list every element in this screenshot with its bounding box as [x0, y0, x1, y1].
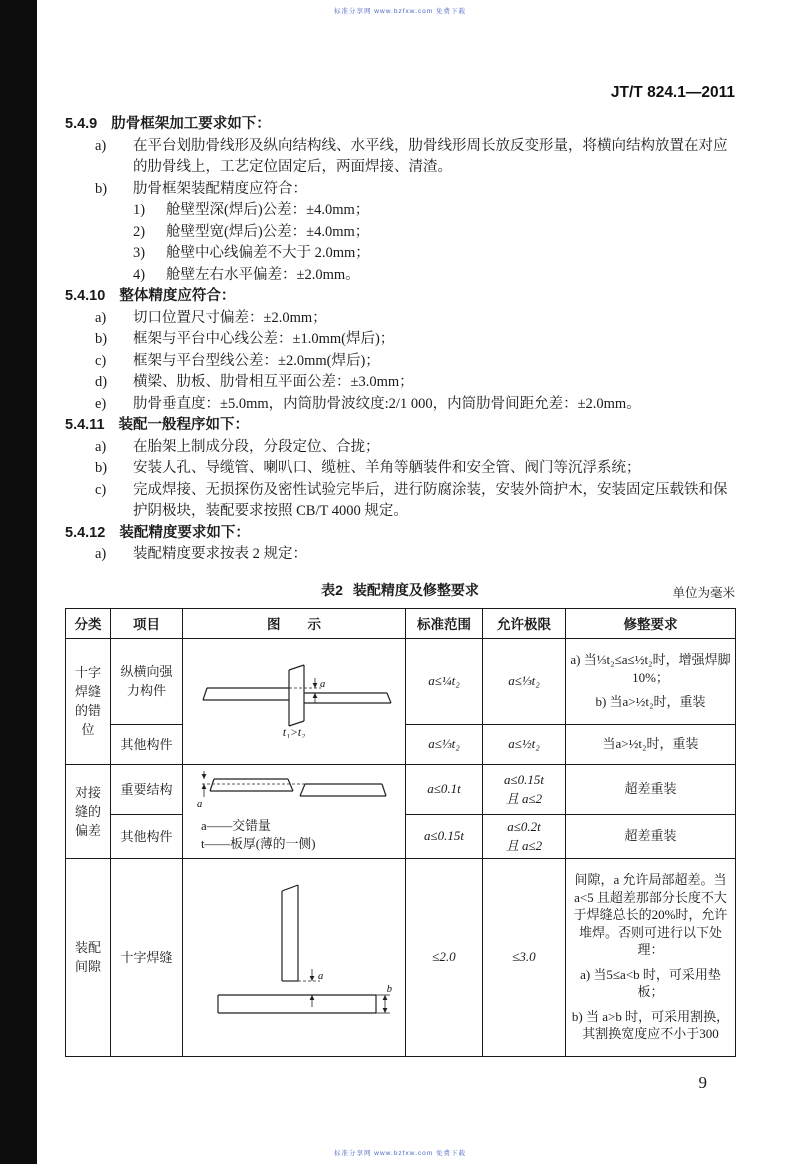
allowed-limit-cell: [483, 814, 566, 858]
item-text: 在胎架上制成分段，分段定位、合拢；: [133, 438, 380, 455]
header-diagram: 图 示: [183, 608, 406, 638]
item-label: b): [95, 331, 108, 347]
std-range-cell: a≤¼t₂: [406, 638, 483, 724]
item-other-members: 其他构件: [111, 814, 183, 858]
item-text: 安装人孔、导缆管、喇叭口、缆桩、羊角等舾装件和安全管、阀门等沉浮系统；: [133, 460, 641, 476]
item-label: 4): [133, 266, 146, 283]
clause-number: 5.4.12: [65, 524, 106, 541]
list-item: [65, 480, 735, 523]
fix-requirement-cell: 超差重装: [566, 764, 736, 814]
scan-binding-edge: [0, 0, 37, 1164]
butt-joint-offset-diagram: [196, 769, 392, 809]
diagram-cell-butt-joint: [183, 764, 406, 858]
limit-line: 且 a≤2: [505, 790, 543, 806]
unit-note: 单位为毫米: [672, 585, 735, 600]
list-subitem: [65, 243, 735, 265]
clause-5-4-12: [65, 523, 735, 545]
list-item: [65, 372, 735, 394]
fix-requirement-cell: 当a>½t₂时，重装: [566, 724, 736, 764]
item-text: 舱壁型宽(焊后)公差：±4.0mm；: [166, 223, 370, 240]
legend-t: t——板厚(薄的一侧): [201, 837, 316, 851]
item-label: a): [95, 137, 107, 154]
item-label: c): [95, 352, 107, 369]
thickness-note-label: t₁>t₂: [282, 727, 306, 738]
page-content: [65, 84, 735, 1093]
header-standard-range: 标准范围: [406, 608, 483, 638]
list-item: [65, 437, 735, 459]
list-item: [65, 351, 735, 373]
item-text: 切口位置尺寸偏差：±2.0mm；: [133, 309, 327, 326]
diagram-legend: [187, 817, 401, 853]
item-strong-members: 纵横向强力构件: [111, 638, 183, 724]
item-label: a): [95, 546, 107, 562]
standard-number: JT/T 824.1—2011: [610, 84, 735, 101]
category-cross-weld-misalignment: 十字焊缝的错位: [66, 638, 111, 764]
header-allowed-limit: 允许极限: [483, 608, 566, 638]
table-title: 装配精度及修整要求: [352, 581, 479, 598]
item-other-members: 其他构件: [111, 724, 183, 764]
list-item: [65, 308, 735, 330]
clause-title: 肋骨框架加工要求如下：: [111, 116, 271, 132]
clause-5-4-9: [65, 114, 735, 136]
list-subitem: [65, 265, 735, 287]
item-label: 3): [133, 245, 146, 261]
table-caption: [65, 580, 735, 604]
list-item: [65, 136, 735, 179]
legend-a: a——交错量: [201, 819, 271, 833]
item-text: 横梁、肋板、肋骨相互平面公差：±3.0mm；: [133, 374, 414, 390]
header-category: 分类: [66, 608, 111, 638]
diagram-cell-cross-weld: [183, 638, 406, 764]
item-label: c): [95, 481, 107, 498]
std-range-cell: a≤⅓t₂: [406, 724, 483, 764]
item-text: 装配精度要求按表 2 规定：: [133, 546, 307, 562]
clause-5-4-10: [65, 286, 735, 308]
fix-line: 间隙，a 允许局部超差。当 a<5 且超差那部分长度不大于焊缝总长的20%时，允许堆焊。否则可进行以下处理：: [573, 872, 728, 958]
clause-number: 5.4.10: [65, 288, 106, 304]
item-cross-weld: 十字焊缝: [111, 858, 183, 1056]
category-butt-seam-offset: 对接缝的偏差: [66, 764, 111, 858]
assembly-precision-table: [65, 608, 736, 1057]
item-text: 舱壁型深(焊后)公差：±4.0mm；: [166, 202, 370, 218]
limit-line: a≤0.2t: [507, 818, 541, 834]
table-header-row: [66, 608, 736, 638]
clause-number: 5.4.11: [65, 417, 105, 433]
category-assembly-gap: 装配间隙: [66, 858, 111, 1056]
clause-title: 装配一般程序如下：: [118, 417, 250, 433]
std-range-cell: a≤0.15t: [406, 814, 483, 858]
page-number: 9: [698, 1072, 707, 1092]
allowed-limit-cell: ≤3.0: [483, 858, 566, 1056]
list-item: [65, 394, 735, 416]
table-row: [66, 764, 736, 814]
dimension-a-label: a: [320, 679, 326, 690]
assembly-gap-diagram: [194, 875, 394, 1035]
limit-line: a≤0.15t: [504, 771, 544, 787]
limit-line: 且 a≤2: [505, 837, 543, 853]
list-item: [65, 329, 735, 351]
item-text: 舱壁左右水平偏差：±2.0mm。: [166, 266, 360, 283]
item-label: b): [95, 180, 108, 197]
list-item: [65, 458, 735, 480]
item-text: 舱壁中心线偏差不大于 2.0mm；: [166, 245, 370, 261]
item-label: b): [95, 460, 108, 476]
clause-number: 5.4.9: [65, 116, 98, 132]
dimension-a-label: a: [197, 799, 203, 809]
watermark-top: 标准分享网 www.bzfxw.com 免费下载: [334, 8, 466, 15]
fix-line: b) 当a>½t₂时，重装: [595, 694, 706, 710]
item-important-structure: 重要结构: [111, 764, 183, 814]
table-row: [66, 858, 736, 1056]
header-fix-requirement: 修整要求: [566, 608, 736, 638]
list-subitem: [65, 200, 735, 222]
dimension-b-label: b: [386, 984, 392, 995]
fix-line: a) 当5≤a<b 时，可采用垫板；: [580, 966, 721, 1000]
table-row: [66, 638, 736, 724]
diagram-cell-assembly-gap: [183, 858, 406, 1056]
header-item: 项目: [111, 608, 183, 638]
item-label: 1): [133, 202, 146, 218]
fix-requirement-cell: 超差重装: [566, 814, 736, 858]
clause-title: 装配精度要求如下：: [119, 524, 250, 541]
fix-requirement-cell: [566, 858, 736, 1056]
list-item: [65, 544, 735, 566]
allowed-limit-cell: a≤⅓t₂: [483, 638, 566, 724]
fix-requirement-cell: [566, 638, 736, 724]
clause-title: 整体精度应符合：: [119, 288, 236, 304]
fix-line: a) 当⅓t₂≤a≤½t₂时，增强焊脚10%；: [570, 652, 731, 685]
item-text: 肋骨框架装配精度应符合：: [133, 180, 307, 197]
std-range-cell: ≤2.0: [406, 858, 483, 1056]
item-text: 肋骨垂直度：±5.0mm，内筒肋骨波纹度:2/1 000，内筒肋骨间距允差：±2.0mm。: [133, 395, 641, 412]
allowed-limit-cell: a≤½t₂: [483, 724, 566, 764]
table-number: 表2: [321, 581, 343, 598]
item-label: a): [95, 309, 107, 326]
dimension-a-label: a: [318, 971, 324, 982]
fix-line: b) 当 a>b 时，可采用割换，其割换宽度应不小于300: [571, 1008, 730, 1042]
std-range-cell: a≤0.1t: [406, 764, 483, 814]
item-label: a): [95, 438, 107, 455]
allowed-limit-cell: [483, 764, 566, 814]
item-text: 在平台划肋骨线形及纵向结构线、水平线，肋骨线形周长放反变形量，将横向结构放置在对应的肋骨线上，工艺定位固定后，两面焊接、清渣。: [133, 137, 728, 175]
watermark-bottom: 标准分享网 www.bzfxw.com 免费下载: [334, 1150, 466, 1157]
clause-5-4-11: [65, 415, 735, 437]
item-label: d): [95, 374, 108, 390]
item-text: 完成焊接、无损探伤及密性试验完毕后，进行防腐涂装，安装外筒护木，安装固定压载铁和保护阴极块，装配要求按照 CB/T 4000 规定。: [133, 481, 728, 519]
list-item: [65, 179, 735, 201]
list-subitem: [65, 222, 735, 244]
item-label: 2): [133, 223, 146, 240]
item-text: 框架与平台中心线公差：±1.0mm(焊后)；: [133, 331, 395, 347]
item-label: e): [95, 395, 107, 412]
item-text: 框架与平台型线公差：±2.0mm(焊后)；: [133, 352, 380, 369]
cross-weld-misalignment-diagram: [191, 660, 397, 738]
